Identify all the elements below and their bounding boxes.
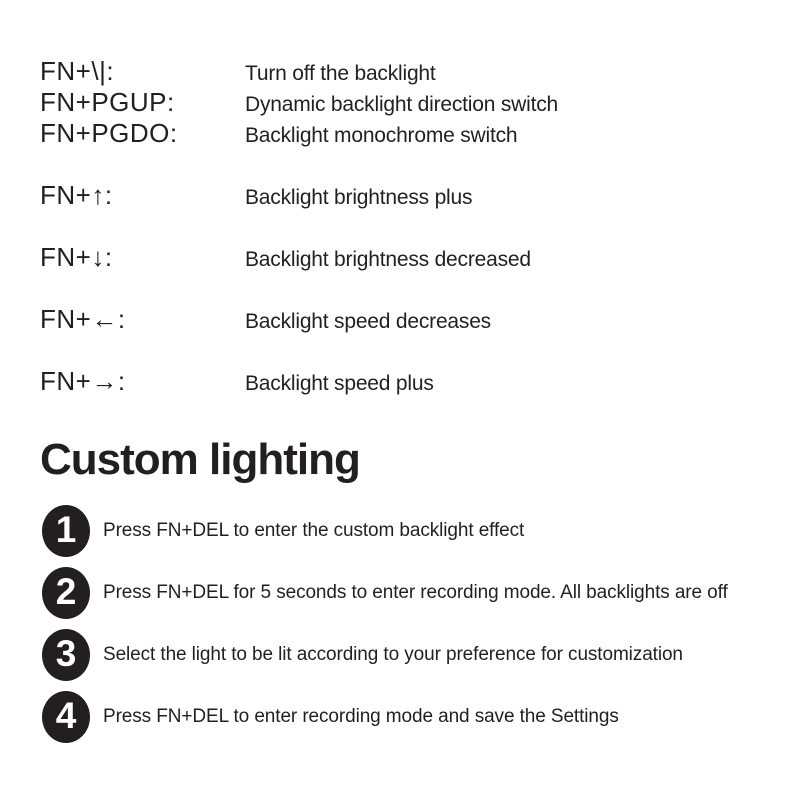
section-title: Custom lighting xyxy=(40,435,360,484)
shortcut-desc: Backlight monochrome switch xyxy=(245,124,518,147)
step-number-badge: 3 xyxy=(42,629,90,681)
step-text: Select the light to be lit according to your preference for customization xyxy=(103,644,683,665)
step-text: Press FN+DEL to enter recording mode and save the Settings xyxy=(103,706,619,727)
shortcut-desc: Backlight speed decreases xyxy=(245,310,491,333)
shortcut-key: FN+\|: xyxy=(40,56,115,86)
step-number-badge: 2 xyxy=(42,567,90,619)
shortcut-row xyxy=(40,242,790,304)
custom-lighting-steps xyxy=(40,500,790,748)
fn-shortcut-list xyxy=(40,56,790,428)
shortcut-row xyxy=(40,304,790,366)
shortcut-desc: Dynamic backlight direction switch xyxy=(245,93,558,116)
shortcut-row xyxy=(40,118,790,149)
shortcut-key: FN+↑: xyxy=(40,180,113,210)
step-item xyxy=(40,500,790,562)
shortcut-key: FN+→: xyxy=(40,366,126,396)
shortcut-key: FN+PGUP: xyxy=(40,87,175,117)
shortcut-row xyxy=(40,180,790,242)
shortcut-desc: Backlight speed plus xyxy=(245,372,434,395)
step-item xyxy=(40,624,790,686)
step-item xyxy=(40,562,790,624)
shortcut-desc: Turn off the backlight xyxy=(245,62,436,85)
step-number-badge: 1 xyxy=(42,505,90,557)
shortcut-desc: Backlight brightness plus xyxy=(245,186,473,209)
shortcut-key: FN+PGDO: xyxy=(40,118,178,148)
shortcut-key: FN+←: xyxy=(40,304,126,334)
step-text: Press FN+DEL to enter the custom backlight effect xyxy=(103,520,525,541)
shortcut-key: FN+↓: xyxy=(40,242,113,272)
step-text: Press FN+DEL for 5 seconds to enter recording mode. All backlights are off xyxy=(103,582,728,603)
shortcut-row xyxy=(40,366,790,428)
step-item xyxy=(40,686,790,748)
step-number-badge: 4 xyxy=(42,691,90,743)
shortcut-row xyxy=(40,87,790,118)
shortcut-desc: Backlight brightness decreased xyxy=(245,248,531,271)
shortcut-row xyxy=(40,56,790,87)
